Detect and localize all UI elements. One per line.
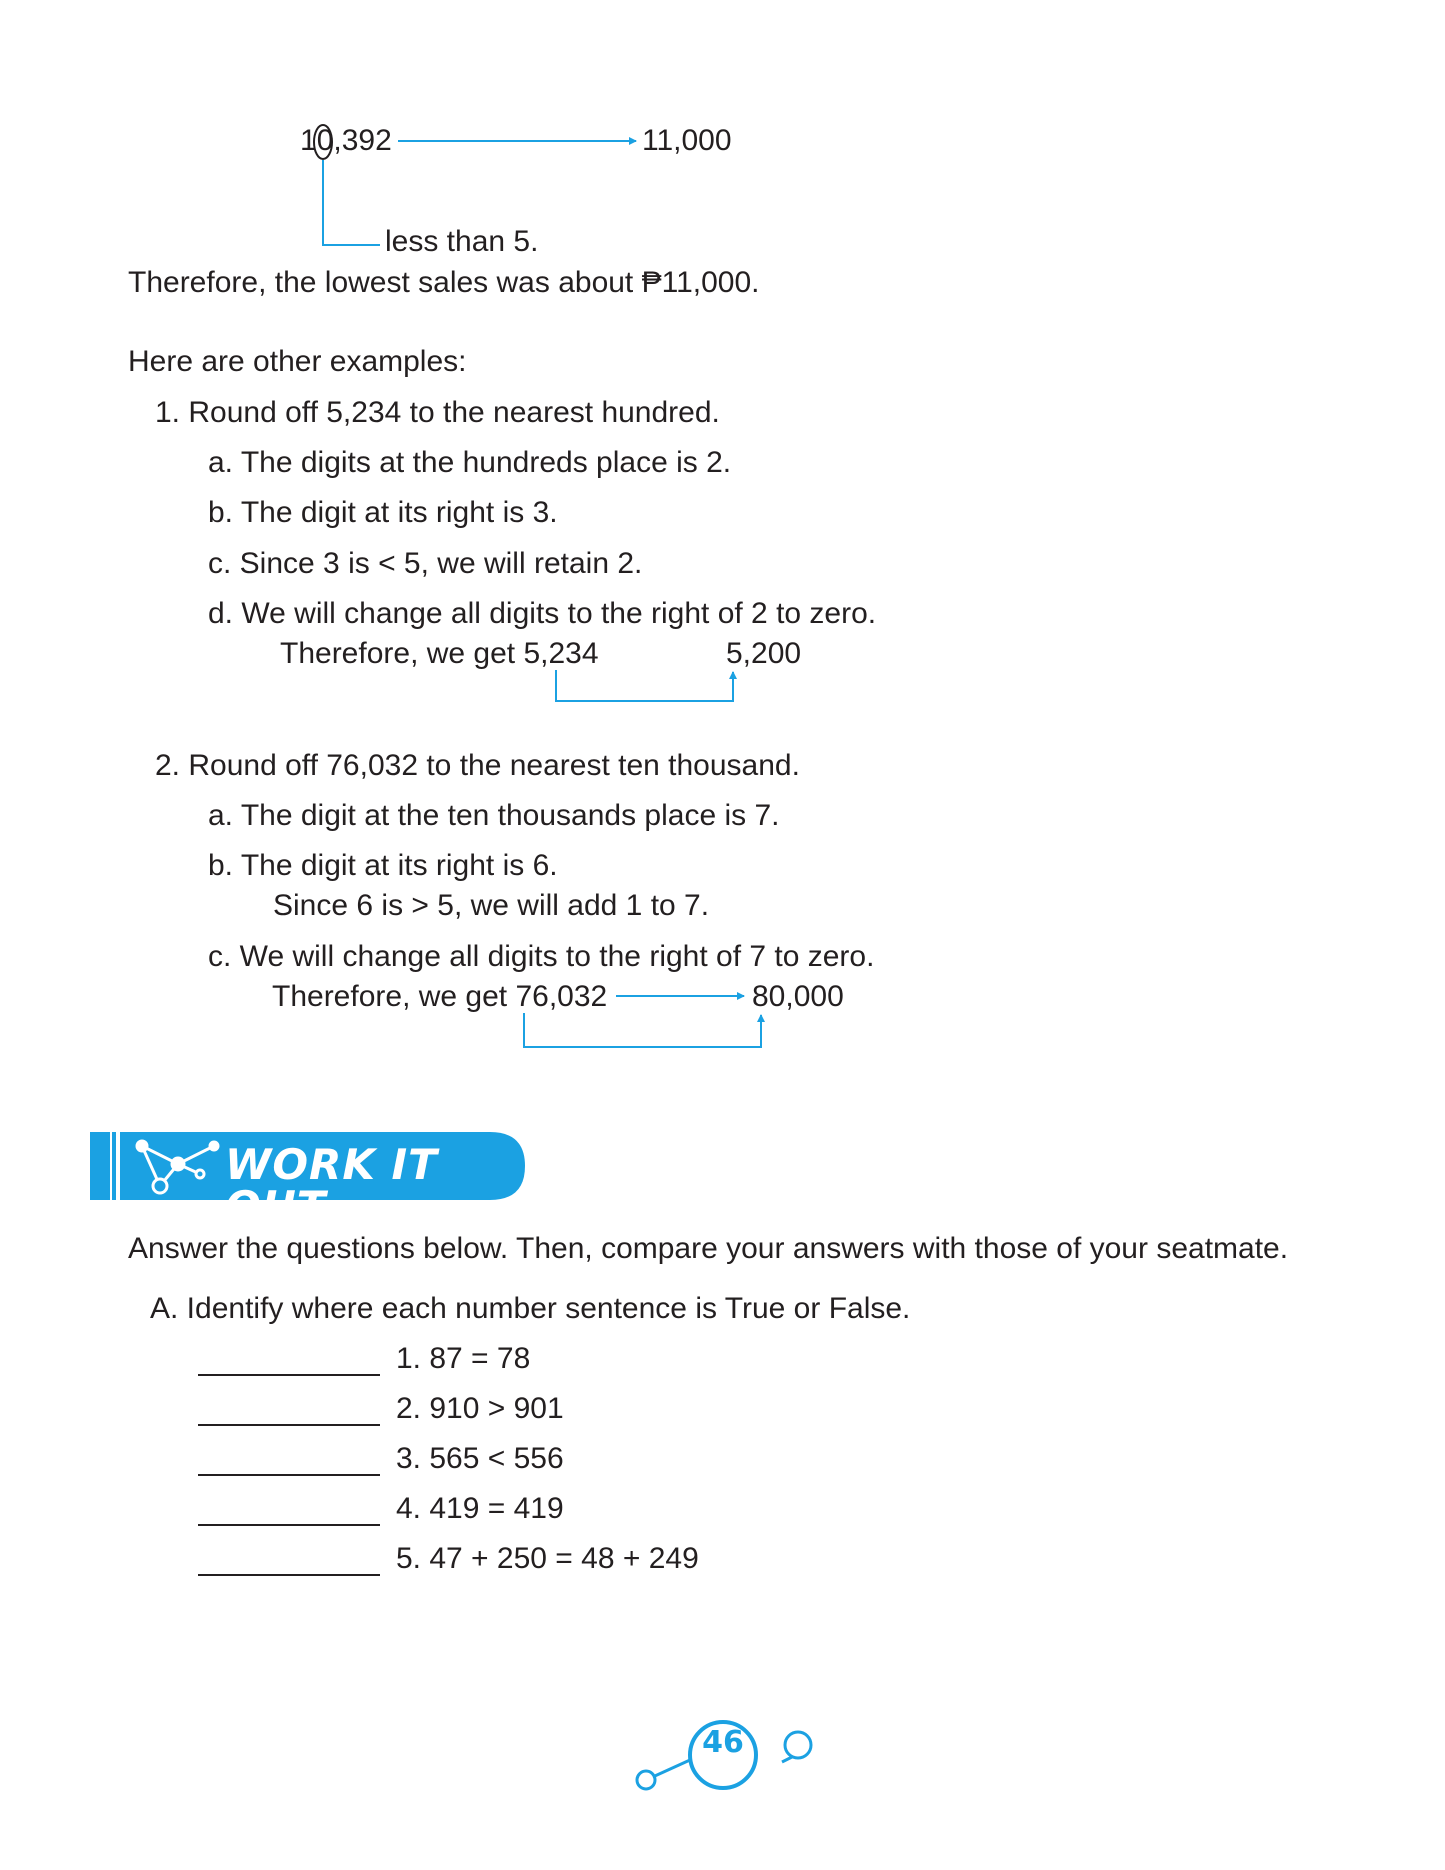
number-prefix: 1 [300, 124, 317, 157]
example-1-result-value: 5,200 [726, 637, 802, 670]
example-1-result-text: Therefore, we get 5,234 [280, 637, 599, 670]
example-2-step-b-note: Since 6 is > 5, we will add 1 to 7. [273, 889, 710, 922]
example-2-result-text: Therefore, we get 76,032 [272, 980, 608, 1013]
circled-digit: 0 [316, 124, 334, 157]
intro-text: Here are other examples: [128, 345, 467, 378]
number-suffix: ,392 [333, 124, 392, 157]
work-it-out-instruction: Answer the questions below. Then, compare your answers with those of your seatmate. [128, 1232, 1289, 1265]
top-example-note: less than 5. [385, 225, 539, 258]
example-1-step-c: c. Since 3 is < 5, we will retain 2. [208, 547, 643, 580]
example-1-step-d: d. We will change all digits to the right of 2 to zero. [208, 597, 877, 630]
example-2-step-a: a. The digit at the ten thousands place is 7. [208, 799, 780, 832]
item-5: 5. 47 + 250 = 48 + 249 [396, 1542, 699, 1575]
top-example-rounded: 11,000 [642, 124, 732, 157]
work-it-out-title: WORK IT OUT [225, 1140, 438, 1231]
part-a-heading: A. Identify where each number sentence is True or False. [150, 1292, 911, 1325]
item-1: 1. 87 = 78 [396, 1342, 531, 1375]
example-1-step-b: b. The digit at its right is 3. [208, 496, 558, 529]
page-number-text: 46 [702, 1725, 744, 1760]
item-2: 2. 910 > 901 [396, 1392, 564, 1425]
example-1-step-a: a. The digits at the hundreds place is 2. [208, 446, 732, 479]
example-2-step-c: c. We will change all digits to the right of 7 to zero. [208, 940, 875, 973]
top-example-conclusion: Therefore, the lowest sales was about ₱11,000. [128, 266, 760, 299]
example-2-step-b: b. The digit at its right is 6. [208, 849, 558, 882]
example-1-title: 1. Round off 5,234 to the nearest hundred. [155, 396, 720, 429]
example-2-result-value: 80,000 [752, 980, 844, 1013]
example-2-title: 2. Round off 76,032 to the nearest ten thousand. [155, 749, 800, 782]
item-3: 3. 565 < 556 [396, 1442, 564, 1475]
item-4: 4. 419 = 419 [396, 1492, 564, 1525]
